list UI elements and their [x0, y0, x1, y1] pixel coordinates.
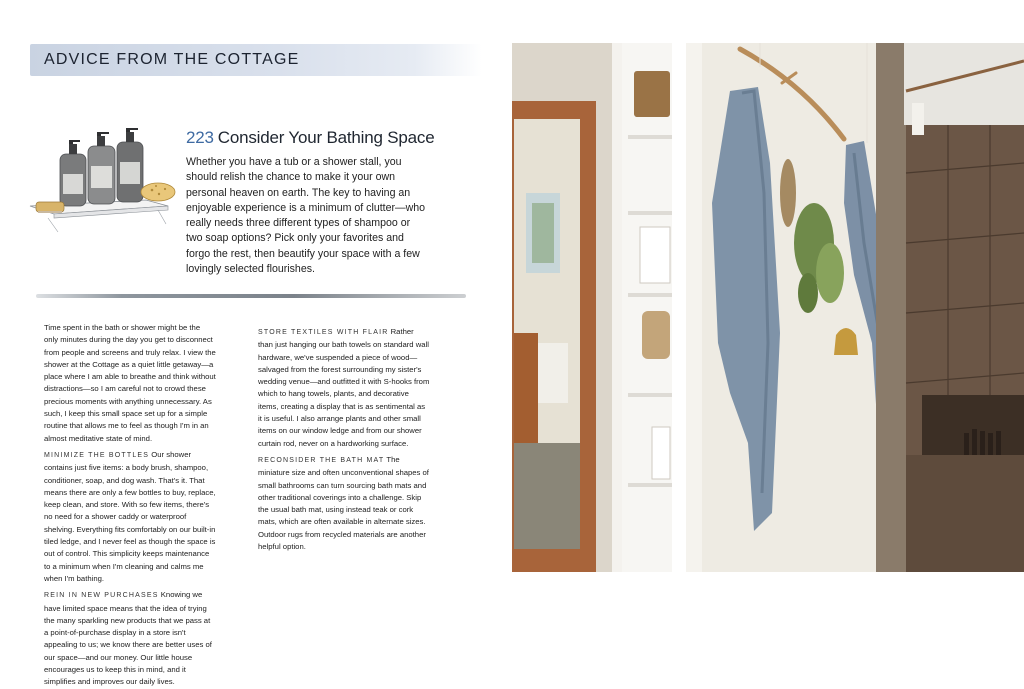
bottle-left: [60, 140, 86, 206]
section-text: The miniature size and often unconventional shapes of small bathrooms can turn sourcing bath mats and other traditional coverings into a challenge. Skip the usual bath mat, using instead teak or cork mats, which are often available in alternate sizes. Outdoor rugs from recycled materials are another helpful option.: [258, 454, 429, 552]
section-lead: STORE TEXTILES WITH FLAIR: [258, 329, 389, 336]
chapter-title: ADVICE FROM THE COTTAGE: [44, 51, 300, 68]
tip-title: Consider Your Bathing Space: [217, 128, 435, 147]
body-column-left: [44, 322, 216, 689]
built-in-shelves: [622, 43, 686, 572]
section-text: Rather than just hanging our bath towels on standard wall hardware, we've suspended a piece of wood—salvaged from the forest surrounding my sister's wedding venue—and outfitted it with S-hooks from which to hang towels, plants, and decorative items, creating a display that is as sentimental as it is useful. I also arrange plants and other small items on our window ledge and from our shower curtain rod, never on a hardworking surface.: [258, 327, 430, 448]
wall: [686, 43, 876, 572]
body-column-right: [258, 322, 430, 553]
bathroom-photo: [512, 43, 1024, 572]
mirror-frame: [512, 101, 596, 572]
section-minimize-bottles: [44, 449, 216, 585]
tip-number: 223: [186, 128, 214, 147]
section-store-textiles: [258, 326, 430, 450]
section-text: Knowing we have limited space means that the idea of trying the many sparkling new products that we pass at a point-of-purchase display in a store isn't appealing to us; we know there are better uses of our space—and our money. Our little house encourages us to keep this in mind, and it simplifies and improves our daily lives.: [44, 590, 212, 687]
sponge: [141, 183, 175, 201]
section-lead: REIN IN NEW PURCHASES: [44, 592, 159, 600]
body-paragraph-1: Time spent in the bath or shower might be the only minutes during the day you get to disconnect from people and screens and truly relax. I view the shower at the Cottage as a quiet little getaway—a place where I am able to breathe and think without distractions—so I am careful not to crowd these precious moments with anything unnecessary. As such, I keep this small space set up for a simple routine that allows me to feel as though I'm in an almost meditative state of mind.: [44, 323, 216, 443]
section-lead: RECONSIDER THE BATH MAT: [258, 456, 385, 464]
tip-intro: Whether you have a tub or a shower stall, you should relish the chance to make it your own personal heaven on earth. The key to having an enjoyable experience is a minimum of clutter—who really needs three different types of shampoo or two soap options? Pick only your favorites and forgo the rest, then beautify your space with a few lovingly selected flourishes.: [186, 156, 426, 276]
section-bath-mat: [258, 454, 430, 553]
tiled-shower: [876, 43, 1024, 572]
brush: [36, 202, 64, 212]
bottle-middle: [88, 132, 115, 204]
soap-bottles-illustration: [28, 124, 178, 236]
tip-heading: [186, 128, 434, 148]
section-lead: MINIMIZE THE BOTTLES: [44, 451, 150, 459]
bottle-right: [117, 128, 143, 202]
brush-stroke-divider: [36, 294, 466, 298]
section-text: Our shower contains just five items: a body brush, shampoo, conditioner, soap, and dog wash. That's it. That means there are only a few bottles to buy, replace, keep clean, and store. With so few items, there's no need for a shower caddy or waterproof shelving. Everything fits comfortably on our built-in tiled ledge, and I never feel as though the space is out of control. This simplicity keeps maintenance to a minimum when I'm cleaning and calms me when I'm bathing.: [44, 449, 216, 583]
chapter-banner: [30, 44, 482, 76]
section-rein-in-purchases: [44, 589, 216, 688]
